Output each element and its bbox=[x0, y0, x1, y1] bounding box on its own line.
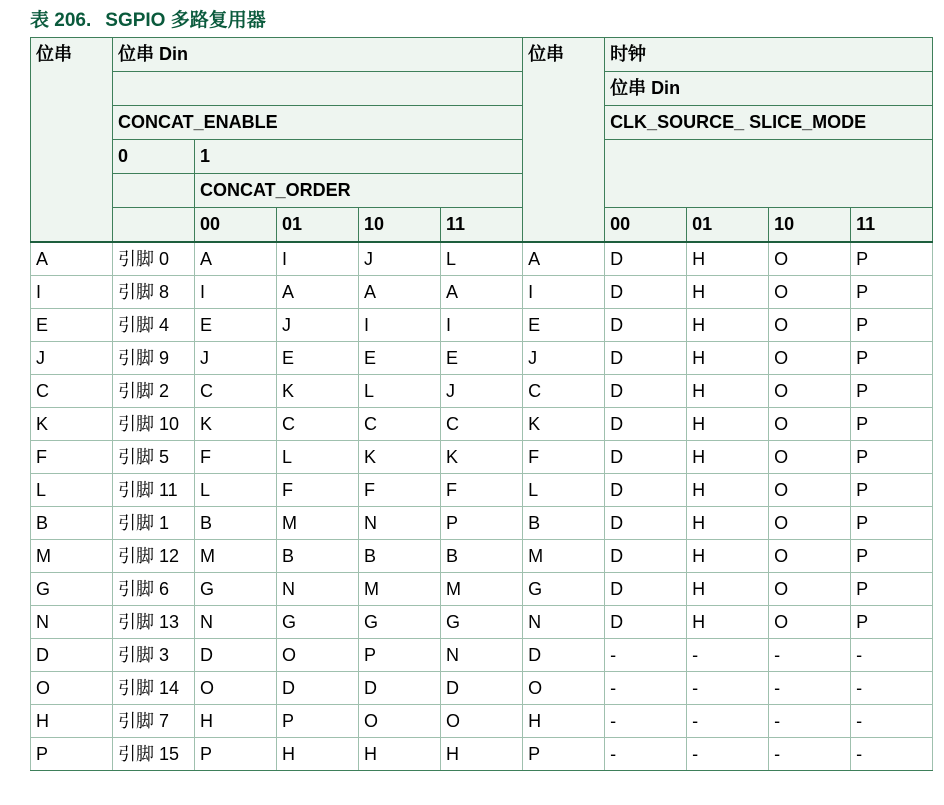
cell-serial-out: L bbox=[523, 474, 605, 507]
header-blank-cell bbox=[113, 174, 195, 208]
cell-order-11: D bbox=[441, 672, 523, 705]
cell-clk-00: - bbox=[605, 738, 687, 771]
cell-order-10: D bbox=[359, 672, 441, 705]
cell-clk-11: P bbox=[851, 309, 933, 342]
cell-serial: P bbox=[31, 738, 113, 771]
header-order-code: 00 bbox=[195, 208, 277, 243]
table-row bbox=[31, 375, 933, 408]
cell-clk-10: O bbox=[769, 441, 851, 474]
header-enable-0: 0 bbox=[113, 140, 195, 174]
cell-order-11: G bbox=[441, 606, 523, 639]
header-blank-cell bbox=[605, 140, 933, 208]
cell-clk-10: O bbox=[769, 540, 851, 573]
cell-serial: J bbox=[31, 342, 113, 375]
cell-clk-00: D bbox=[605, 474, 687, 507]
cell-serial-out: E bbox=[523, 309, 605, 342]
cell-pin: 引脚 9 bbox=[113, 342, 195, 375]
cell-clk-10: - bbox=[769, 705, 851, 738]
table-row bbox=[31, 242, 933, 276]
cell-clk-10: O bbox=[769, 474, 851, 507]
cell-clk-01: - bbox=[687, 672, 769, 705]
header-blank-cell bbox=[113, 208, 195, 243]
cell-order-01: A bbox=[277, 276, 359, 309]
cell-order-11: C bbox=[441, 408, 523, 441]
cell-order-01: I bbox=[277, 242, 359, 276]
cell-serial: F bbox=[31, 441, 113, 474]
cell-order-00: M bbox=[195, 540, 277, 573]
cell-clk-11: P bbox=[851, 606, 933, 639]
header-serial-din: 位串 Din bbox=[113, 38, 523, 72]
cell-serial-out: M bbox=[523, 540, 605, 573]
cell-clk-10: O bbox=[769, 573, 851, 606]
table-row bbox=[31, 441, 933, 474]
table-header bbox=[31, 38, 933, 243]
cell-pin: 引脚 3 bbox=[113, 639, 195, 672]
cell-clk-00: D bbox=[605, 441, 687, 474]
cell-pin: 引脚 6 bbox=[113, 573, 195, 606]
table-row bbox=[31, 474, 933, 507]
cell-order-01: N bbox=[277, 573, 359, 606]
header-order-code: 11 bbox=[441, 208, 523, 243]
cell-clk-11: P bbox=[851, 474, 933, 507]
cell-pin: 引脚 15 bbox=[113, 738, 195, 771]
cell-order-10: K bbox=[359, 441, 441, 474]
cell-serial: C bbox=[31, 375, 113, 408]
cell-clk-10: - bbox=[769, 738, 851, 771]
cell-serial-out: H bbox=[523, 705, 605, 738]
cell-pin: 引脚 5 bbox=[113, 441, 195, 474]
cell-clk-11: P bbox=[851, 342, 933, 375]
cell-clk-10: O bbox=[769, 242, 851, 276]
header-clk-code: 10 bbox=[769, 208, 851, 243]
table-row bbox=[31, 639, 933, 672]
table-row bbox=[31, 573, 933, 606]
cell-clk-01: H bbox=[687, 507, 769, 540]
cell-order-00: E bbox=[195, 309, 277, 342]
cell-clk-00: D bbox=[605, 309, 687, 342]
cell-serial: D bbox=[31, 639, 113, 672]
header-order-code: 10 bbox=[359, 208, 441, 243]
cell-clk-10: - bbox=[769, 672, 851, 705]
cell-serial: A bbox=[31, 242, 113, 276]
cell-serial: G bbox=[31, 573, 113, 606]
cell-order-01: P bbox=[277, 705, 359, 738]
table-row bbox=[31, 276, 933, 309]
cell-order-10: A bbox=[359, 276, 441, 309]
cell-pin: 引脚 10 bbox=[113, 408, 195, 441]
cell-serial-out: K bbox=[523, 408, 605, 441]
cell-clk-00: D bbox=[605, 573, 687, 606]
cell-clk-10: - bbox=[769, 639, 851, 672]
cell-clk-00: D bbox=[605, 540, 687, 573]
cell-order-10: P bbox=[359, 639, 441, 672]
header-clk-code: 01 bbox=[687, 208, 769, 243]
cell-order-01: J bbox=[277, 309, 359, 342]
cell-pin: 引脚 7 bbox=[113, 705, 195, 738]
cell-order-01: G bbox=[277, 606, 359, 639]
table-row bbox=[31, 309, 933, 342]
cell-clk-11: P bbox=[851, 408, 933, 441]
cell-order-00: I bbox=[195, 276, 277, 309]
cell-pin: 引脚 12 bbox=[113, 540, 195, 573]
cell-clk-01: H bbox=[687, 309, 769, 342]
header-serial-a: 位串 bbox=[31, 38, 113, 243]
cell-order-01: O bbox=[277, 639, 359, 672]
cell-order-11: O bbox=[441, 705, 523, 738]
cell-order-00: B bbox=[195, 507, 277, 540]
cell-order-11: K bbox=[441, 441, 523, 474]
cell-clk-01: H bbox=[687, 540, 769, 573]
cell-clk-00: - bbox=[605, 705, 687, 738]
cell-clk-01: - bbox=[687, 705, 769, 738]
cell-pin: 引脚 0 bbox=[113, 242, 195, 276]
cell-clk-11: P bbox=[851, 242, 933, 276]
cell-serial-out: B bbox=[523, 507, 605, 540]
cell-order-01: C bbox=[277, 408, 359, 441]
cell-order-10: I bbox=[359, 309, 441, 342]
cell-clk-11: P bbox=[851, 276, 933, 309]
cell-clk-11: P bbox=[851, 375, 933, 408]
cell-pin: 引脚 2 bbox=[113, 375, 195, 408]
cell-serial-out: J bbox=[523, 342, 605, 375]
cell-clk-11: P bbox=[851, 441, 933, 474]
header-serial-b: 位串 bbox=[523, 38, 605, 243]
cell-order-10: M bbox=[359, 573, 441, 606]
cell-order-11: B bbox=[441, 540, 523, 573]
cell-serial: N bbox=[31, 606, 113, 639]
cell-serial: K bbox=[31, 408, 113, 441]
cell-order-00: D bbox=[195, 639, 277, 672]
cell-order-01: M bbox=[277, 507, 359, 540]
cell-order-10: F bbox=[359, 474, 441, 507]
cell-clk-11: - bbox=[851, 672, 933, 705]
cell-clk-00: - bbox=[605, 672, 687, 705]
cell-order-01: F bbox=[277, 474, 359, 507]
cell-order-00: G bbox=[195, 573, 277, 606]
table-row bbox=[31, 507, 933, 540]
cell-serial-out: P bbox=[523, 738, 605, 771]
cell-order-00: F bbox=[195, 441, 277, 474]
cell-clk-00: D bbox=[605, 507, 687, 540]
cell-order-00: K bbox=[195, 408, 277, 441]
cell-order-11: H bbox=[441, 738, 523, 771]
cell-order-01: K bbox=[277, 375, 359, 408]
cell-order-11: J bbox=[441, 375, 523, 408]
table-row bbox=[31, 540, 933, 573]
header-clk-source: CLK_SOURCE_ SLICE_MODE bbox=[605, 106, 933, 140]
cell-order-11: A bbox=[441, 276, 523, 309]
cell-clk-10: O bbox=[769, 375, 851, 408]
cell-clk-00: D bbox=[605, 276, 687, 309]
cell-clk-01: H bbox=[687, 408, 769, 441]
cell-serial-out: C bbox=[523, 375, 605, 408]
cell-clk-11: - bbox=[851, 705, 933, 738]
cell-clk-01: - bbox=[687, 639, 769, 672]
cell-order-11: M bbox=[441, 573, 523, 606]
cell-pin: 引脚 14 bbox=[113, 672, 195, 705]
cell-order-11: P bbox=[441, 507, 523, 540]
header-enable-1: 1 bbox=[195, 140, 523, 174]
header-concat-order: CONCAT_ORDER bbox=[195, 174, 523, 208]
cell-pin: 引脚 1 bbox=[113, 507, 195, 540]
cell-pin: 引脚 13 bbox=[113, 606, 195, 639]
cell-serial: I bbox=[31, 276, 113, 309]
header-clk-code: 00 bbox=[605, 208, 687, 243]
cell-serial: L bbox=[31, 474, 113, 507]
cell-serial-out: N bbox=[523, 606, 605, 639]
table-row bbox=[31, 342, 933, 375]
cell-order-01: H bbox=[277, 738, 359, 771]
header-order-code: 01 bbox=[277, 208, 359, 243]
cell-serial-out: D bbox=[523, 639, 605, 672]
cell-clk-00: - bbox=[605, 639, 687, 672]
cell-pin: 引脚 8 bbox=[113, 276, 195, 309]
cell-serial-out: G bbox=[523, 573, 605, 606]
cell-order-01: L bbox=[277, 441, 359, 474]
cell-order-10: E bbox=[359, 342, 441, 375]
table-row bbox=[31, 408, 933, 441]
cell-order-00: C bbox=[195, 375, 277, 408]
cell-order-00: H bbox=[195, 705, 277, 738]
cell-order-11: L bbox=[441, 242, 523, 276]
cell-serial: E bbox=[31, 309, 113, 342]
cell-order-10: J bbox=[359, 242, 441, 276]
caption-number: 表 206. bbox=[30, 10, 92, 31]
cell-clk-10: O bbox=[769, 606, 851, 639]
cell-serial: H bbox=[31, 705, 113, 738]
cell-order-11: E bbox=[441, 342, 523, 375]
cell-order-00: A bbox=[195, 242, 277, 276]
header-serial-din-b: 位串 Din bbox=[605, 72, 933, 106]
cell-serial: B bbox=[31, 507, 113, 540]
table-row bbox=[31, 705, 933, 738]
cell-order-00: J bbox=[195, 342, 277, 375]
table-row bbox=[31, 606, 933, 639]
cell-order-00: N bbox=[195, 606, 277, 639]
cell-clk-01: H bbox=[687, 276, 769, 309]
cell-clk-00: D bbox=[605, 375, 687, 408]
cell-order-10: N bbox=[359, 507, 441, 540]
header-concat-enable: CONCAT_ENABLE bbox=[113, 106, 523, 140]
header-clk-code: 11 bbox=[851, 208, 933, 243]
cell-order-00: L bbox=[195, 474, 277, 507]
cell-order-00: P bbox=[195, 738, 277, 771]
cell-clk-11: P bbox=[851, 507, 933, 540]
cell-order-10: O bbox=[359, 705, 441, 738]
cell-clk-10: O bbox=[769, 408, 851, 441]
cell-order-11: N bbox=[441, 639, 523, 672]
cell-serial-out: O bbox=[523, 672, 605, 705]
cell-serial: M bbox=[31, 540, 113, 573]
cell-clk-01: H bbox=[687, 242, 769, 276]
cell-pin: 引脚 11 bbox=[113, 474, 195, 507]
cell-order-01: B bbox=[277, 540, 359, 573]
cell-clk-10: O bbox=[769, 309, 851, 342]
cell-clk-01: H bbox=[687, 342, 769, 375]
cell-order-11: I bbox=[441, 309, 523, 342]
cell-clk-10: O bbox=[769, 342, 851, 375]
cell-clk-01: H bbox=[687, 441, 769, 474]
cell-clk-11: - bbox=[851, 639, 933, 672]
cell-clk-00: D bbox=[605, 242, 687, 276]
cell-clk-10: O bbox=[769, 276, 851, 309]
cell-order-10: G bbox=[359, 606, 441, 639]
cell-clk-01: - bbox=[687, 738, 769, 771]
cell-clk-10: O bbox=[769, 507, 851, 540]
cell-clk-11: P bbox=[851, 573, 933, 606]
cell-serial-out: A bbox=[523, 242, 605, 276]
cell-clk-00: D bbox=[605, 342, 687, 375]
cell-serial-out: I bbox=[523, 276, 605, 309]
table-body bbox=[31, 242, 933, 771]
cell-order-10: B bbox=[359, 540, 441, 573]
cell-order-10: H bbox=[359, 738, 441, 771]
table-row bbox=[31, 738, 933, 771]
cell-serial: O bbox=[31, 672, 113, 705]
cell-clk-11: - bbox=[851, 738, 933, 771]
cell-order-01: E bbox=[277, 342, 359, 375]
table-caption bbox=[30, 7, 266, 35]
table-row bbox=[31, 672, 933, 705]
cell-order-10: L bbox=[359, 375, 441, 408]
cell-clk-00: D bbox=[605, 606, 687, 639]
caption-title: SGPIO 多路复用器 bbox=[105, 10, 266, 31]
header-blank-cell bbox=[113, 72, 523, 106]
cell-clk-00: D bbox=[605, 408, 687, 441]
cell-pin: 引脚 4 bbox=[113, 309, 195, 342]
cell-clk-01: H bbox=[687, 573, 769, 606]
cell-clk-01: H bbox=[687, 375, 769, 408]
cell-order-00: O bbox=[195, 672, 277, 705]
cell-order-01: D bbox=[277, 672, 359, 705]
sgpio-mux-table bbox=[30, 37, 933, 771]
cell-order-10: C bbox=[359, 408, 441, 441]
cell-order-11: F bbox=[441, 474, 523, 507]
cell-clk-01: H bbox=[687, 474, 769, 507]
cell-clk-11: P bbox=[851, 540, 933, 573]
cell-clk-01: H bbox=[687, 606, 769, 639]
cell-serial-out: F bbox=[523, 441, 605, 474]
header-clock: 时钟 bbox=[605, 38, 933, 72]
